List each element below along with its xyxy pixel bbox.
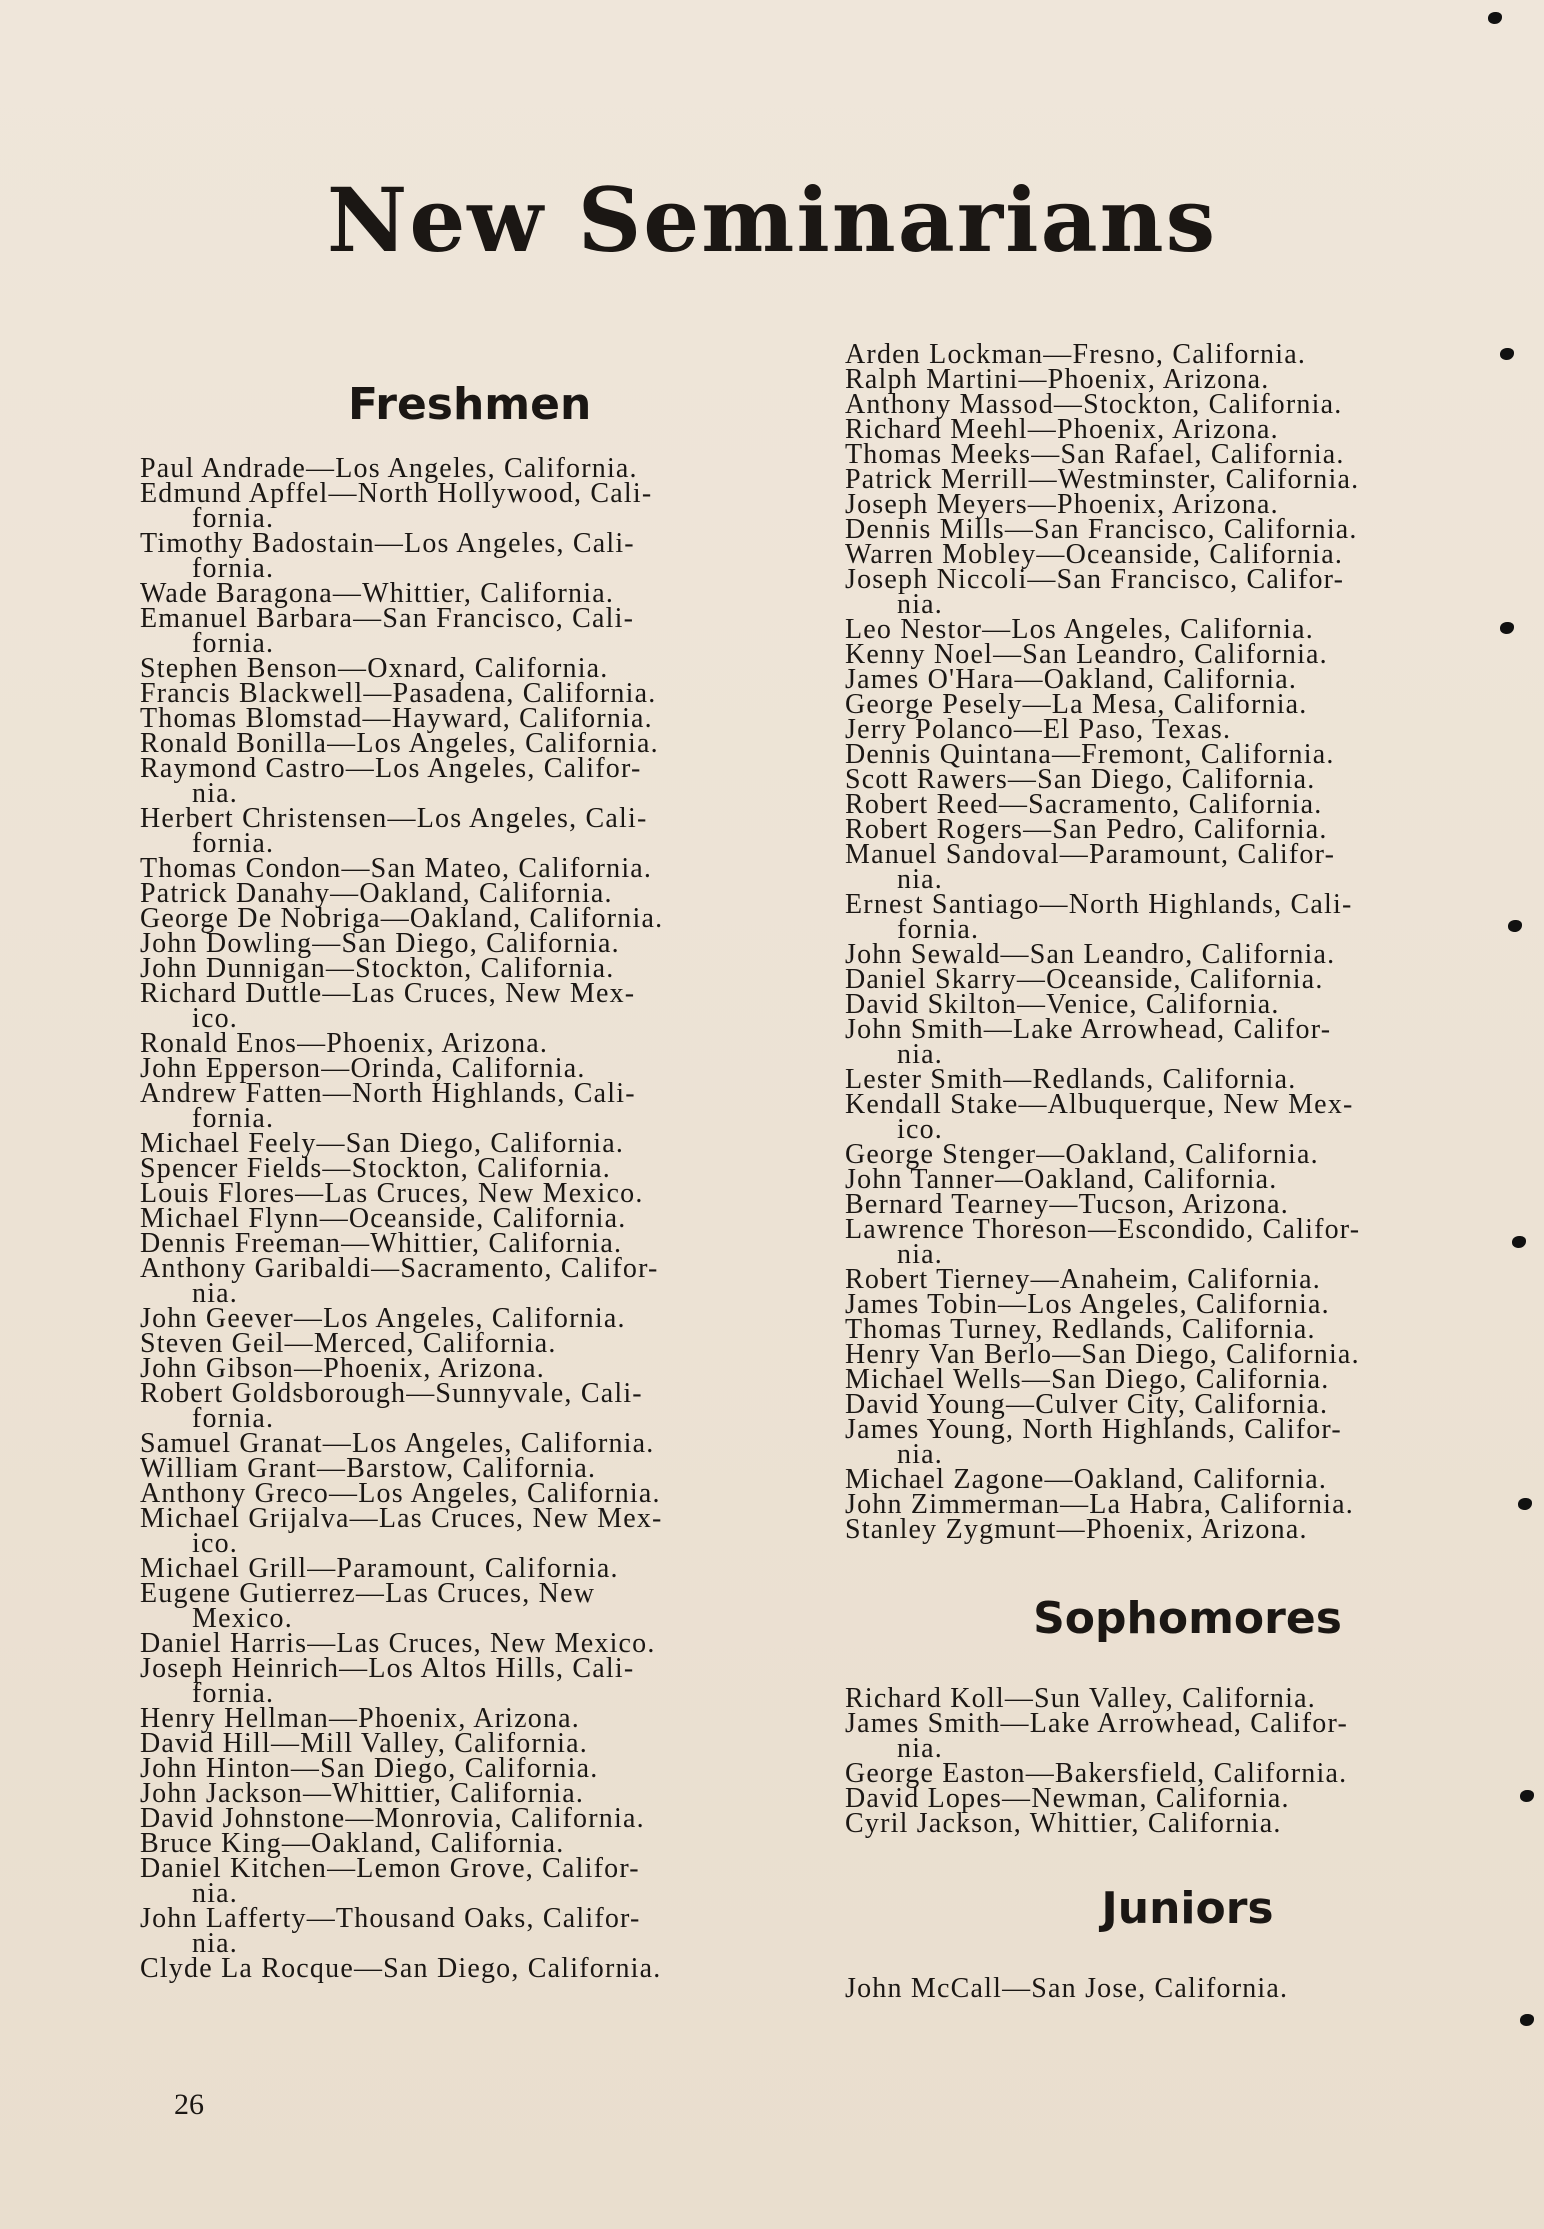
entry-line: Steven Geil—Merced, California. <box>140 1328 557 1359</box>
entry-continuation: fornia. <box>192 553 275 584</box>
entry-line: Michael Zagone—Oakland, California. <box>845 1464 1328 1495</box>
entry-line: Dennis Freeman—Whittier, California. <box>140 1228 623 1259</box>
entry-continuation: Mexico. <box>192 1603 293 1634</box>
entry-line: Stephen Benson—Oxnard, California. <box>140 653 609 684</box>
entry-line: Emanuel Barbara—San Francisco, Cali- <box>140 603 635 634</box>
entry-continuation: ico. <box>192 1528 239 1559</box>
entry-line: Clyde La Rocque—San Diego, California. <box>140 1953 662 1984</box>
right-column <box>845 339 1530 2004</box>
entry-continuation: nia. <box>897 589 944 620</box>
entry-line: George Stenger—Oakland, California. <box>845 1139 1319 1170</box>
entry-line: Ralph Martini—Phoenix, Arizona. <box>845 364 1270 395</box>
list-item <box>845 1214 1530 1270</box>
list-item <box>140 1653 810 1709</box>
entry-line: Eugene Gutierrez—Las Cruces, New <box>140 1578 596 1609</box>
list-item <box>140 1378 810 1434</box>
juniors-heading: Juniors <box>1101 1883 1274 1934</box>
entry-line: Michael Grill—Paramount, California. <box>140 1553 619 1584</box>
entry-line: John Geever—Los Angeles, California. <box>140 1303 626 1334</box>
entry-line: James Young, North Highlands, Califor- <box>845 1414 1342 1445</box>
entry-continuation: fornia. <box>897 914 980 945</box>
entry-line: James O'Hara—Oakland, California. <box>845 664 1298 695</box>
entry-line: Ronald Bonilla—Los Angeles, California. <box>140 728 659 759</box>
entry-continuation: nia. <box>897 1039 944 1070</box>
list-item <box>140 1853 810 1909</box>
entry-line: Raymond Castro—Los Angeles, Califor- <box>140 753 642 784</box>
entry-line: Robert Reed—Sacramento, California. <box>845 789 1323 820</box>
entry-continuation: fornia. <box>192 828 275 859</box>
list-item <box>845 839 1530 895</box>
entry-line: Robert Rogers—San Pedro, California. <box>845 814 1328 845</box>
entry-line: Cyril Jackson, Whittier, California. <box>845 1808 1282 1839</box>
sophomores-list <box>845 1683 1530 1839</box>
entry-line: Anthony Massod—Stockton, California. <box>845 389 1343 420</box>
list-item <box>140 1078 810 1134</box>
list-item <box>140 978 810 1034</box>
entry-line: George Easton—Bakersfield, California. <box>845 1758 1348 1789</box>
entry-line: Anthony Greco—Los Angeles, California. <box>140 1478 661 1509</box>
list-item <box>845 1973 1530 2004</box>
entry-line: Louis Flores—Las Cruces, New Mexico. <box>140 1178 644 1209</box>
entry-line: Andrew Fatten—North Highlands, Cali- <box>140 1078 636 1109</box>
entry-line: Michael Feely—San Diego, California. <box>140 1128 625 1159</box>
entry-line: John Tanner—Oakland, California. <box>845 1164 1278 1195</box>
freshmen-list-right <box>845 339 1530 1545</box>
entry-line: David Johnstone—Monrovia, California. <box>140 1803 645 1834</box>
entry-line: Timothy Badostain—Los Angeles, Cali- <box>140 528 635 559</box>
entry-line: Bernard Tearney—Tucson, Arizona. <box>845 1189 1289 1220</box>
entry-line: Wade Baragona—Whittier, California. <box>140 578 615 609</box>
entry-line: Henry Hellman—Phoenix, Arizona. <box>140 1703 581 1734</box>
entry-continuation: nia. <box>192 778 239 809</box>
entry-line: Edmund Apffel—North Hollywood, Cali- <box>140 478 653 509</box>
punch-hole-mark <box>1520 2014 1534 2026</box>
entry-line: John Smith—Lake Arrowhead, Califor- <box>845 1014 1332 1045</box>
list-item <box>845 889 1530 945</box>
entry-line: David Hill—Mill Valley, California. <box>140 1728 588 1759</box>
entry-line: David Lopes—Newman, California. <box>845 1783 1290 1814</box>
entry-continuation: fornia. <box>192 1103 275 1134</box>
page-number: 26 <box>174 2088 204 2121</box>
entry-line: George De Nobriga—Oakland, California. <box>140 903 664 934</box>
entry-line: George Pesely—La Mesa, California. <box>845 689 1308 720</box>
entry-line: John Hinton—San Diego, California. <box>140 1753 599 1784</box>
juniors-list <box>845 1973 1530 2004</box>
freshmen-heading: Freshmen <box>348 379 592 430</box>
list-item <box>845 1014 1530 1070</box>
entry-line: Richard Koll—Sun Valley, California. <box>845 1683 1316 1714</box>
entry-line: Dennis Quintana—Fremont, California. <box>845 739 1335 770</box>
sophomores-heading: Sophomores <box>1033 1593 1342 1644</box>
entry-line: Michael Flynn—Oceanside, California. <box>140 1203 627 1234</box>
entry-line: Richard Duttle—Las Cruces, New Mex- <box>140 978 636 1009</box>
entry-line: Daniel Harris—Las Cruces, New Mexico. <box>140 1628 656 1659</box>
entry-line: Ernest Santiago—North Highlands, Cali- <box>845 889 1353 920</box>
list-item <box>845 564 1530 620</box>
entry-line: John Zimmerman—La Habra, California. <box>845 1489 1354 1520</box>
entry-line: Michael Wells—San Diego, California. <box>845 1364 1330 1395</box>
entry-line: Lester Smith—Redlands, California. <box>845 1064 1297 1095</box>
entry-line: Ronald Enos—Phoenix, Arizona. <box>140 1028 549 1059</box>
entry-line: Spencer Fields—Stockton, California. <box>140 1153 611 1184</box>
entry-line: William Grant—Barstow, California. <box>140 1453 597 1484</box>
entry-line: Jerry Polanco—El Paso, Texas. <box>845 714 1232 745</box>
entry-line: Francis Blackwell—Pasadena, California. <box>140 678 657 709</box>
entry-line: Joseph Niccoli—San Francisco, Califor- <box>845 564 1345 595</box>
entry-line: Leo Nestor—Los Angeles, California. <box>845 614 1314 645</box>
list-item <box>140 803 810 859</box>
entry-line: Joseph Meyers—Phoenix, Arizona. <box>845 489 1279 520</box>
entry-line: Robert Goldsborough—Sunnyvale, Cali- <box>140 1378 643 1409</box>
entry-line: Samuel Granat—Los Angeles, California. <box>140 1428 655 1459</box>
list-item <box>140 1503 810 1559</box>
entry-line: Dennis Mills—San Francisco, California. <box>845 514 1358 545</box>
entry-continuation: fornia. <box>192 503 275 534</box>
entry-line: John Sewald—San Leandro, California. <box>845 939 1336 970</box>
list-item <box>845 1808 1530 1839</box>
entry-line: Scott Rawers—San Diego, California. <box>845 764 1316 795</box>
entry-continuation: nia. <box>897 864 944 895</box>
list-item <box>140 753 810 809</box>
entry-continuation: nia. <box>897 1239 944 1270</box>
entry-line: Anthony Garibaldi—Sacramento, Califor- <box>140 1253 659 1284</box>
entry-continuation: nia. <box>192 1928 239 1959</box>
list-item <box>140 1578 810 1634</box>
entry-continuation: ico. <box>192 1003 239 1034</box>
entry-line: Patrick Merrill—Westminster, California. <box>845 464 1360 495</box>
list-item <box>140 528 810 584</box>
entry-line: Thomas Meeks—San Rafael, California. <box>845 439 1345 470</box>
entry-line: Thomas Blomstad—Hayward, California. <box>140 703 653 734</box>
entry-line: Richard Meehl—Phoenix, Arizona. <box>845 414 1279 445</box>
entry-continuation: fornia. <box>192 1403 275 1434</box>
entry-continuation: fornia. <box>192 1678 275 1709</box>
list-item <box>140 1953 810 1984</box>
entry-line: Kenny Noel—San Leandro, California. <box>845 639 1328 670</box>
entry-line: Herbert Christensen—Los Angeles, Cali- <box>140 803 648 834</box>
entry-line: Daniel Kitchen—Lemon Grove, Califor- <box>140 1853 640 1884</box>
entry-line: Warren Mobley—Oceanside, California. <box>845 539 1344 570</box>
entry-line: Thomas Turney, Redlands, California. <box>845 1314 1316 1345</box>
freshmen-list-left <box>140 453 810 1984</box>
list-item <box>845 1414 1530 1470</box>
entry-line: Paul Andrade—Los Angeles, California. <box>140 453 638 484</box>
punch-hole-mark <box>1488 12 1502 24</box>
list-item <box>140 1903 810 1959</box>
entry-line: Henry Van Berlo—San Diego, California. <box>845 1339 1360 1370</box>
entry-continuation: nia. <box>897 1439 944 1470</box>
entry-line: Lawrence Thoreson—Escondido, Califor- <box>845 1214 1361 1245</box>
entry-line: Daniel Skarry—Oceanside, California. <box>845 964 1324 995</box>
entry-continuation: ico. <box>897 1114 944 1145</box>
punch-hole-mark <box>1520 1790 1534 1802</box>
entry-continuation: nia. <box>192 1278 239 1309</box>
entry-line: Bruce King—Oakland, California. <box>140 1828 565 1859</box>
list-item <box>845 1708 1530 1764</box>
entry-line: John Gibson—Phoenix, Arizona. <box>140 1353 546 1384</box>
entry-line: Patrick Danahy—Oakland, California. <box>140 878 613 909</box>
entry-line: David Young—Culver City, California. <box>845 1389 1329 1420</box>
entry-line: James Smith—Lake Arrowhead, Califor- <box>845 1708 1348 1739</box>
entry-continuation: nia. <box>192 1878 239 1909</box>
entry-line: Thomas Condon—San Mateo, California. <box>140 853 653 884</box>
entry-line: Joseph Heinrich—Los Altos Hills, Cali- <box>140 1653 635 1684</box>
entry-line: James Tobin—Los Angeles, California. <box>845 1289 1330 1320</box>
entry-line: Stanley Zygmunt—Phoenix, Arizona. <box>845 1514 1308 1545</box>
entry-line: John Dowling—San Diego, California. <box>140 928 620 959</box>
entry-line: Manuel Sandoval—Paramount, Califor- <box>845 839 1336 870</box>
entry-line: John Dunnigan—Stockton, California. <box>140 953 615 984</box>
list-item <box>140 478 810 534</box>
page-title: New Seminarians <box>326 168 1218 272</box>
entry-line: Robert Tierney—Anaheim, California. <box>845 1264 1321 1295</box>
entry-line: John Epperson—Orinda, California. <box>140 1053 586 1084</box>
entry-continuation: nia. <box>897 1733 944 1764</box>
list-item <box>140 603 810 659</box>
list-item <box>845 1514 1530 1545</box>
entry-line: Kendall Stake—Albuquerque, New Mex- <box>845 1089 1354 1120</box>
entry-line: Michael Grijalva—Las Cruces, New Mex- <box>140 1503 663 1534</box>
entry-line: John Jackson—Whittier, California. <box>140 1778 585 1809</box>
entry-line: Arden Lockman—Fresno, California. <box>845 339 1307 370</box>
entry-continuation: fornia. <box>192 628 275 659</box>
entry-line: John Lafferty—Thousand Oaks, Califor- <box>140 1903 641 1934</box>
entry-line: John McCall—San Jose, California. <box>845 1973 1289 2004</box>
list-item <box>140 1253 810 1309</box>
list-item <box>845 1089 1530 1145</box>
entry-line: David Skilton—Venice, California. <box>845 989 1280 1020</box>
